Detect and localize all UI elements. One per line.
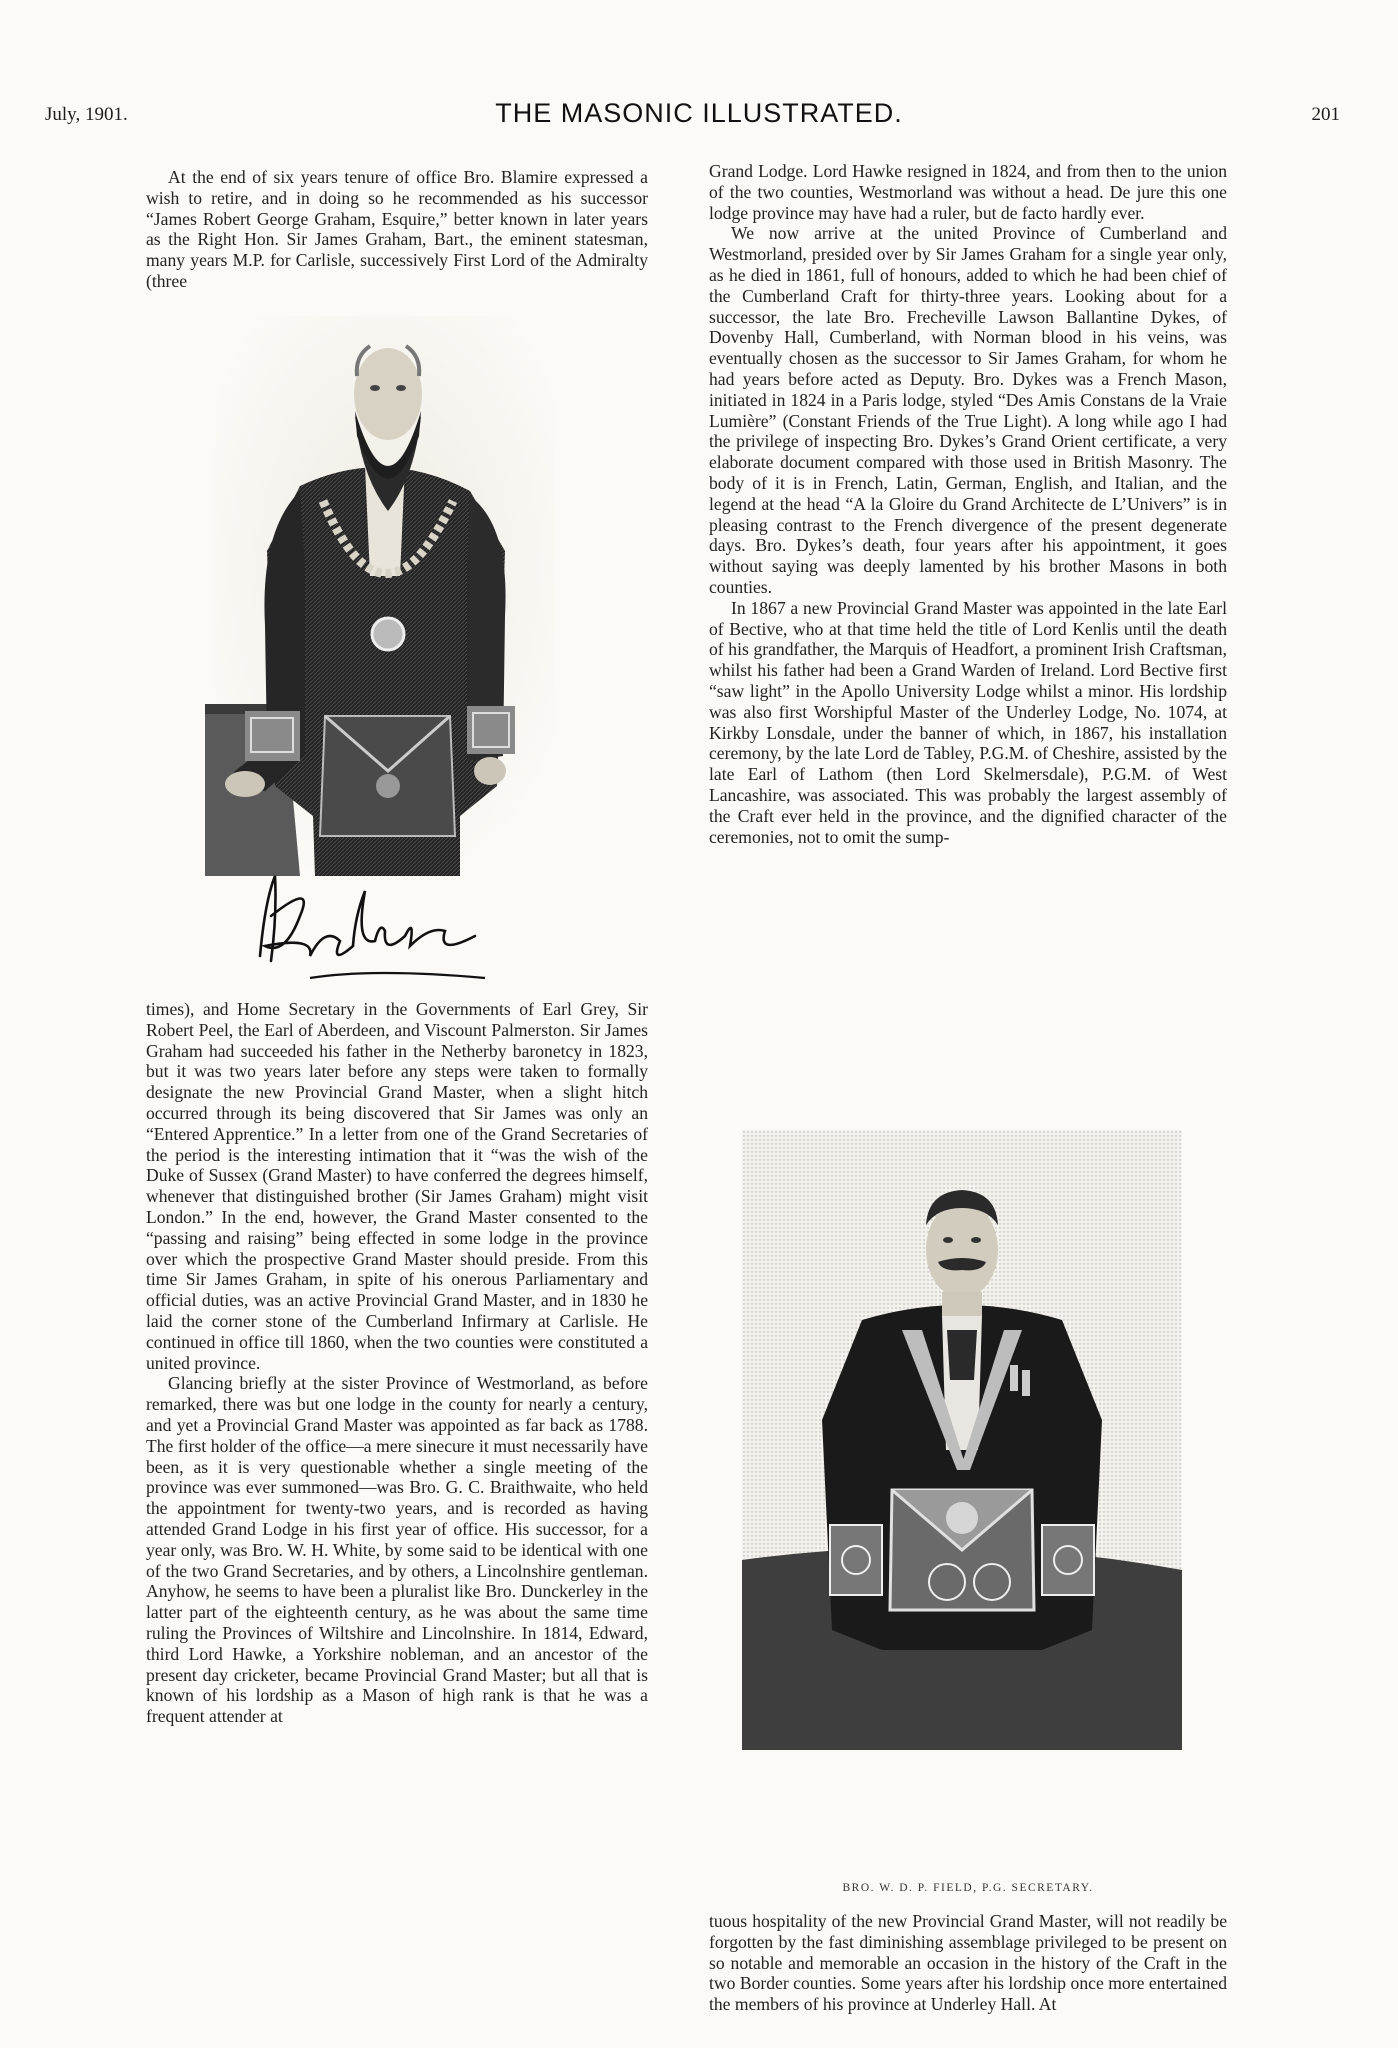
portrait-bective — [205, 316, 565, 981]
left-column-top — [146, 167, 648, 292]
engraved-portrait-image — [205, 316, 565, 981]
paragraph: tuous hospitality of the new Provincial Grand Master, will not readily be forgotten by the fast diminishing assemblage privileged to be present on so notable and memorable an occasion in the history of the Craft in the two Border counties. Some years after his lordship once more entertained the members of his province at Underley Hall. At — [709, 1911, 1227, 2015]
left-column-bottom — [146, 999, 648, 1727]
signature-bective — [260, 876, 485, 978]
page-number: 201 — [1311, 104, 1340, 125]
halftone-photograph-image — [742, 1130, 1182, 1750]
figure-caption: BRO. W. D. P. FIELD, P.G. SECRETARY. — [842, 1882, 1094, 1894]
right-column-top — [709, 161, 1227, 847]
publication-title: THE MASONIC ILLUSTRATED. — [495, 98, 903, 128]
page-header — [40, 98, 1358, 138]
portrait-field — [742, 1130, 1182, 1750]
paragraph: At the end of six years tenure of office Bro. Blamire expressed a wish to retire, and in doing so he recommended as his successor “James Robert George Graham, Esquire,” better known in later years as the Right Hon. Sir James Graham, Bart., the eminent statesman, many years M.P. for Carlisle, successively First Lord of the Admiralty (three — [146, 167, 648, 291]
right-column-bottom — [709, 1911, 1227, 2015]
issue-date: July, 1901. — [45, 104, 128, 125]
paragraph: We now arrive at the united Province of Cumberland and Westmorland, presided over by Sir James Graham for a single year only, as he died in 1861, full of honours, added to which he had been chief of the Cumberland Craft for thirty-three years. Looking about for a successor, the late Bro. Frecheville Lawson Ballantine Dykes, of Dovenby Hall, Cumberland, with Norman blood in his veins, was eventually chosen as the successor to Sir James Graham, for whom he had years before acted as Deputy. Bro. Dykes was a French Mason, initiated in 1824 in a Paris lodge, styled “Des Amis Constans de la Vraie Lumière” (Constant Friends of the True Light). A long while ago I had the privilege of inspecting Bro. Dykes’s Grand Orient certificate, a very elaborate document compared with those used in British Masonry. The body of it is in French, Latin, German, English, and Italian, and the legend at the head “A la Gloire du Grand Architecte de L’Univers” is in pleasing contrast to the French divergence of the present degenerate days. Bro. Dykes’s death, four years after his appointment, it goes without saying was deeply lamented by his brother Masons in both counties. — [709, 223, 1227, 597]
paragraph: times), and Home Secretary in the Governments of Earl Grey, Sir Robert Peel, the Earl of Aberdeen, and Viscount Palmerston. Sir James Graham had succeeded his father in the Netherby baronetcy in 1823, but it was two years later before any steps were taken to formally designate the new Provincial Grand Master, when a slight hitch occurred through its being discovered that Sir James was only an “Entered Apprentice.” In a letter from one of the Grand Secretaries of the period is the interesting intimation that it “was the wish of the Duke of Sussex (Grand Master) to have conferred the degrees himself, whenever that distinguished brother (Sir James Graham) might visit London.” In the end, however, the Grand Master consented to the “passing and raising” being effected in some lodge in the province over which the prospective Grand Master should preside. From this time Sir James Graham, in spite of his onerous Parliamentary and official duties, was an active Provincial Grand Master, and in 1830 he laid the corner stone of the Cumberland Infirmary at Carlisle. He continued in office till 1860, when the two counties were constituted a united province. — [146, 999, 648, 1373]
paragraph: Grand Lodge. Lord Hawke resigned in 1824, and from then to the union of the two counties, Westmorland was without a head. De jure this one lodge province may have had a ruler, but de facto hardly ever. — [709, 161, 1227, 223]
paragraph: Glancing briefly at the sister Province of Westmorland, as before remarked, there was but one lodge in the county for nearly a century, and yet a Provincial Grand Master was appointed as far back as 1788. The first holder of the office—a mere sinecure it must necessarily have been, as it is very questionable whether a single meeting of the province was ever summoned—was Bro. G. C. Braithwaite, who held the appointment for twenty-two years, and is recorded as having attended Grand Lodge in his first year of office. His successor, for a year only, was Bro. W. H. White, by some said to be identical with one of the two Grand Secretaries, and by others, a Lincolnshire gentleman. Anyhow, he seems to have been a pluralist like Bro. Dunckerley in the latter part of the eighteenth century, as he was about the same time ruling the Provinces of Wiltshire and Lincolnshire. In 1814, Edward, third Lord Hawke, a Yorkshire nobleman, and an ancestor of the present day cricketer, became Provincial Grand Master; but all that is known of his lordship as a Mason of high rank is that he was a frequent attender at — [146, 1373, 648, 1727]
paragraph: In 1867 a new Provincial Grand Master was appointed in the late Earl of Bective, who at that time held the title of Lord Kenlis until the death of his grandfather, the Marquis of Headfort, a prominent Irish Craftsman, whilst his father had been a Grand Warden of Ireland. Lord Bective first “saw light” in the Apollo University Lodge whilst a minor. His lordship was also first Worshipful Master of the Underley Lodge, No. 1074, at Kirkby Lonsdale, under the banner of which, in 1867, his installation ceremony, by the late Lord de Tabley, P.G.M. of Cheshire, assisted by the late Earl of Lathom (then Lord Skelmersdale), P.G.M. of West Lancashire, was associated. This was probably the largest assembly of the Craft ever held in the province, and the dignified character of the ceremonies, not to omit the sump- — [709, 597, 1227, 847]
